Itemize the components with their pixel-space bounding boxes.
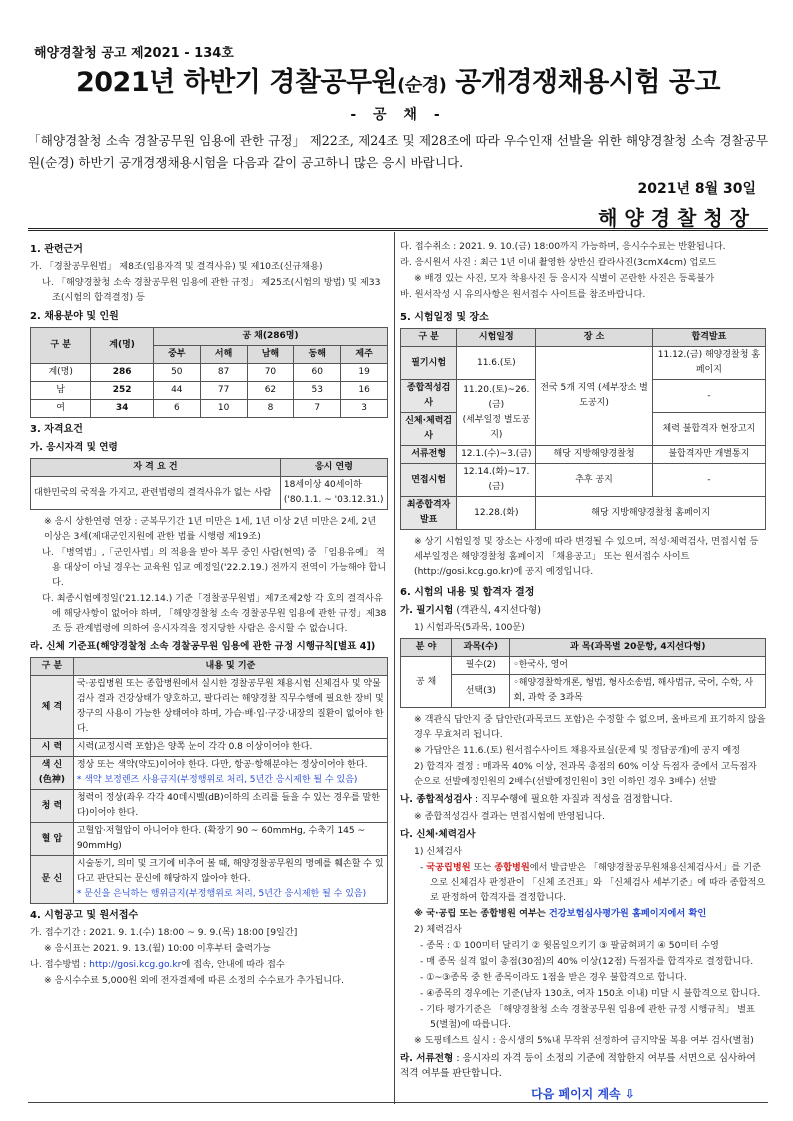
title-main: 2021년 하반기 경찰공무원: [75, 67, 398, 98]
section-3-da: 다. 최종시험예정일('21.12.14.) 기준「경찰공무원법」제7조제2항 각 호의 결격사유에 해당사항이 없어야 하며, 「해양경찰청 소속 경찰공무원 임용에 관한 규정」제38조 등 관계법령에 의하여 응시자격을 정지당한 사람은 응시할 수 없습니다.: [42, 593, 387, 634]
doping-note: ※ 도핑테스트 실시 : 응시생의 5%내 무작위 선정하여 금지약물 복용 여부 검사(별첨): [414, 1035, 754, 1046]
hospital-warning: [400, 906, 766, 921]
row-label: 문 신: [31, 856, 74, 904]
written-note-1: ※ 객관식 답안지 중 답안란(과목코드 포함)은 수정할 수 없으며, 올바르게 표기하지 않을 경우 무효처리 됩니다.: [414, 714, 766, 740]
notice-page: [28, 42, 768, 1102]
eligibility-table: [30, 458, 388, 510]
title-end: 공개경쟁채용시험 공고: [446, 67, 721, 98]
table-row: [31, 856, 388, 904]
table-row: [401, 657, 766, 675]
table-row: [31, 382, 388, 400]
cell: 추후 공지: [536, 464, 652, 497]
document-text: : 응시자의 자격 등이 소정의 기준에 적합한지 여부를 서면으로 심사하여 적격 여부를 판단합니다.: [400, 1053, 756, 1079]
row-total: 34: [91, 400, 154, 418]
agency-name: 해양경찰청장: [598, 206, 756, 230]
cell: 10: [200, 400, 247, 418]
cell: 해당 지방해양경찰청: [536, 446, 652, 464]
cell: 16: [341, 382, 388, 400]
section-4-d: 라. 응시원서 사진 : 최근 1년 이내 촬영한 상반신 칼라사진(3cmX4cm) 업로드: [400, 257, 717, 268]
table-row: [31, 823, 388, 856]
cell: 19: [341, 364, 388, 382]
cell: 60: [294, 364, 341, 382]
row-text: [73, 757, 387, 790]
schedule-note: ※ 상기 시험일정 및 장소는 사정에 따라 변경될 수 있으며, 적성·체력검사, 면접시험 등 세부일정은 해양경찰청 홈페이지 「채용공고」 또는 원서접수 사이트(http://gosi.kcg.go.kr)에 공지 예정입니다.: [414, 536, 759, 577]
cell: 3: [341, 400, 388, 418]
cell: 해당 지방해양경찰청 홈페이지: [536, 497, 766, 530]
cell: 53: [294, 382, 341, 400]
header-rule: [28, 228, 768, 231]
recruitment-table: [30, 327, 388, 418]
cell: 77: [200, 382, 247, 400]
row-label: 종합적성검사: [401, 380, 457, 413]
row-label: 청 력: [31, 790, 74, 823]
subjects-heading: 1) 시험과목(5과목, 100문): [414, 622, 525, 633]
written-suffix: (객관식, 4지선다형): [453, 605, 541, 616]
cell: 전국 5개 지역 (세부장소 별도공지): [536, 347, 652, 446]
table-row: [401, 497, 766, 530]
document-title: 라. 서류전형: [400, 1053, 454, 1064]
row-label: 남: [31, 382, 91, 400]
intro-text: 「해양경찰청 소속 경찰공무원 임용에 관한 규정」 제22조, 제24조 및 제28조에 따라 우수인재 선발을 위한 해양경찰청 소속 경찰공무원(순경) 하반기 공개경쟁채용시험을 다음과 같이 공고하니 많은 응시 바랍니다.: [28, 133, 768, 170]
aptitude-text: : 직무수행에 필요한 자질과 적성을 검정합니다.: [471, 794, 673, 805]
cell: 11.6.(토): [457, 347, 536, 380]
table-row: [31, 676, 388, 739]
section-1-title: 1. 관련근거: [30, 244, 83, 255]
title-rank: (순경): [397, 75, 447, 96]
cell: 62: [247, 382, 294, 400]
th-region: 서해: [200, 346, 247, 364]
table-row: [31, 739, 388, 757]
table-row: [31, 400, 388, 418]
cell: 필수(2): [452, 657, 510, 675]
table-row: [31, 364, 388, 382]
notice-number: 해양경찰청 공고 제2021 - 134호: [34, 46, 234, 61]
cell: -: [652, 380, 765, 413]
cell: 선택(3): [452, 675, 510, 708]
aptitude-note: ※ 종합적성검사 결과는 면접시험에 반영됩니다.: [414, 811, 605, 822]
cell: 44: [153, 382, 200, 400]
table-row: [401, 464, 766, 497]
medical-heading: 1) 신체검사: [414, 846, 462, 857]
row-label: 최종합격자발표: [401, 497, 457, 530]
table-row: [401, 675, 766, 708]
cell: ◦한국사, 영어: [510, 657, 766, 675]
subjects-table: [400, 638, 766, 708]
cell: 8: [247, 400, 294, 418]
row-text: 국·공립병원 또는 종합병원에서 실시한 경찰공무원 채용시험 신체검사 및 약물검사 결과 건강상태가 양호하고, 팔다리는 해양경찰 직무수행에 필요한 장비 및 장구의 사용이 가능한 상태여야 하며, 가슴·배·입·구강·내장의 질환이 없어야 한다.: [73, 676, 387, 739]
section-6-na: [400, 792, 766, 807]
medical-public: 국공립병원: [426, 862, 471, 873]
section-4-title: 4. 시험공고 및 원서접수: [30, 910, 139, 921]
row-text: 시력(교정시력 포함)은 양쪽 눈이 각각 0.8 이상이어야 한다.: [73, 739, 387, 757]
cell: 12.14.(화)~17.(금): [457, 464, 536, 497]
th-region: 동해: [294, 346, 341, 364]
age-note: ※ 응시 상한연령 연장 : 군복무기간 1년 미만은 1세, 1년 이상 2년 미만은 2세, 2년 이상은 3세(제대군인지원에 관한 법률 시행령 제19조): [44, 516, 377, 542]
th-field: 분 야: [401, 639, 452, 657]
section-3-na: 나. 「병역법」,「군인사법」의 적용을 받아 복무 중인 사람(현역) 중 「임용유예」 적용 대상이 아닐 경우는 교육원 입교 예정일('22.2.19.) 전까지 전역이 가능해야 합니다.: [42, 547, 387, 588]
row-total: 252: [91, 382, 154, 400]
row-label: 신체·체력검사: [401, 413, 457, 446]
table-row: [31, 790, 388, 823]
row-text: [73, 856, 387, 904]
cell: 12.1.(수)~3.(금): [457, 446, 536, 464]
row-text: 고혈압·저혈압이 아니어야 한다. (확장기 90 ~ 60mmHg, 수축기 145 ~ 90mmHg): [73, 823, 387, 856]
row-label: 시 력: [31, 739, 74, 757]
th-total: 계(명): [91, 328, 154, 364]
row-text-main: 정상 또는 색약(약도)이어야 한다. 다만, 항공·항해분야는 정상이어야 한다.: [76, 760, 368, 770]
cell: 불합격자만 개별통지: [652, 446, 765, 464]
medical-pre: -: [420, 862, 427, 873]
right-column: [400, 238, 766, 1102]
cell: 6: [153, 400, 200, 418]
table-row: [401, 446, 766, 464]
pass-criteria: 2) 합격자 결정 : 매과목 40% 이상, 전과목 총점의 60% 이상 득점자 중에서 고득점자 순으로 선발예정인원의 2배수(선발예정인원이 3인 이하인 경우 3배수) 선발: [414, 761, 757, 787]
aptitude-title: 나. 종합적성검사: [400, 794, 472, 805]
fitness-fail-1: - ①~③종목 중 한 종목이라도 1점을 받은 경우 불합격으로 합니다.: [420, 972, 687, 983]
row-label: 필기시험: [401, 347, 457, 380]
section-3-ra-title: 라. 신체 기준표(해양경찰청 소속 경찰공무원 임용에 관한 규정 시행규칙[별표 4]): [30, 641, 376, 652]
section-4-c: 다. 접수취소 : 2021. 9. 10.(금) 18:00까지 가능하며, 응시수수료는 반환됩니다.: [400, 241, 726, 252]
cell: 공 채: [401, 657, 452, 708]
section-4-e: 바. 원서작성 시 유의사항은 원서접수 사이트를 참조바랍니다.: [400, 289, 646, 300]
section-4-a: 가. 접수기간 : 2021. 9. 1.(수) 18:00 ~ 9. 9.(목) 18:00 [9일간]: [30, 927, 298, 938]
requirement-cell: 대한민국의 국적을 가지고, 관련법령의 결격사유가 없는 사람: [31, 477, 281, 510]
row-label: 혈 압: [31, 823, 74, 856]
section-1-a: 가. 「경찰공무원법」 제8조(임용자격 및 결격사유) 및 제10조(신규채용): [30, 261, 323, 272]
cell: 체력 불합격자 현장고지: [652, 413, 765, 446]
row-note: * 문신을 은닉하는 행위금지(부정행위로 처리, 5년간 응시제한 될 수 있음): [76, 889, 367, 899]
hospital-warning-text: ※ 국·공립 또는 종합병원 여부는: [414, 908, 549, 919]
section-1-b: 나. 「해양경찰청 소속 경찰공무원 임용에 관한 규정」 제25조(시험의 방법) 및 제33조(시험의 합격결정) 등: [42, 277, 381, 303]
fitness-pass: - 매 종목 실격 없이 총점(30점)의 40% 이상(12점) 득점자를 합격자로 결정합니다.: [420, 956, 754, 967]
fitness-heading: 2) 체력검사: [414, 924, 462, 935]
th-gubun: 구 분: [31, 328, 91, 364]
th-result: 합격발표: [652, 329, 765, 347]
th-age: 응시 연령: [280, 459, 387, 477]
row-label: 색 신 (色神): [31, 757, 74, 790]
section-6-ga-title: [400, 603, 766, 618]
section-5-title: 5. 시험일정 및 장소: [400, 312, 489, 323]
row-label: 여: [31, 400, 91, 418]
cell: ◦해양경찰학개론, 형법, 형사소송법, 해사법규, 국어, 수학, 사회, 과학 중 3과목: [510, 675, 766, 708]
written-note-2: ※ 가답안은 11.6.(토) 원서접수사이트 채용자료실(문제 및 정답공개)에 공지 예정: [414, 745, 741, 756]
next-page-notice: 다음 페이지 계속 ⇩: [531, 1087, 635, 1101]
th-gubun: 구 분: [401, 329, 457, 347]
section-4-d-note: ※ 배경 있는 사진, 모자 착용사진 등 응시자 식별이 곤란한 사진은 등록불가: [414, 273, 715, 284]
section-4-b-post: 에 접속, 안내에 따라 접수: [181, 959, 285, 970]
row-note: * 색약 보정렌즈 사용금지(부정행위로 처리, 5년간 응시제한 될 수 있음): [76, 775, 358, 785]
application-link[interactable]: http://gosi.kcg.go.kr: [89, 959, 182, 970]
cell-note: (세부일정 별도공지): [462, 414, 530, 440]
cell: 50: [153, 364, 200, 382]
column-divider: [394, 232, 395, 1104]
th-place: 장 소: [536, 329, 652, 347]
table-row: [401, 347, 766, 380]
cell: 7: [294, 400, 341, 418]
th-detail: 과 목(과목별 20문항, 4지선다형): [510, 639, 766, 657]
row-total: 286: [91, 364, 154, 382]
section-2-title: 2. 채용분야 및 인원: [30, 311, 119, 322]
cell: 11.12.(금) 해양경찰청 홈페이지: [652, 347, 765, 380]
written-title: 가. 필기시험: [400, 605, 454, 616]
notice-date: 2021년 8월 30일: [637, 181, 756, 197]
th-date: 시험일정: [457, 329, 536, 347]
cell: 12.28.(화): [457, 497, 536, 530]
section-6-ra: [400, 1051, 766, 1081]
cell: -: [652, 464, 765, 497]
row-label: 계(명): [31, 364, 91, 382]
cell: [457, 380, 536, 446]
page-title: [28, 60, 768, 99]
table-row: [31, 757, 388, 790]
schedule-table: [400, 328, 766, 530]
section-4-b-note: ※ 응시수수료 5,000원 외에 전자결제에 따른 소정의 수수료가 추가됩니다.: [44, 975, 344, 986]
row-label: 서류전형: [401, 446, 457, 464]
th-region: 남해: [247, 346, 294, 364]
cell: 70: [247, 364, 294, 382]
th-region: 중부: [153, 346, 200, 364]
row-text-main: 시술동기, 의미 및 크기에 비추어 볼 때, 해양경찰공무원의 명예를 훼손할 수 있다고 판단되는 문신에 해당하지 않아야 한다.: [76, 859, 384, 884]
th-div: 구 분: [31, 658, 74, 676]
row-text: 청력이 정상(좌우 각각 40데시벨(dB)이하의 소리를 들을 수 있는 경우를 말한다)이어야 한다.: [73, 790, 387, 823]
cell-date: 11.20.(토)~26.(금): [463, 384, 530, 410]
th-subj: 과목(수): [452, 639, 510, 657]
medical-text: [400, 860, 766, 905]
medical-general: 종합병원: [494, 862, 530, 873]
fitness-fail-2: - ④종목의 경우에는 기준(남자 130초, 여자 150초 이내) 미달 시 불합격으로 합니다.: [420, 988, 761, 999]
medical-post: 에서 발급받은 「해양경찰공무원채용신체검사서」를 기준으로 신체검사 판정관이 「신체 조건표」와 「신체검사 세부기준」에 따라 종합적으로 판정하여 합격자를 결정합니다.: [430, 862, 766, 903]
section-6-title: 6. 시험의 내용 및 합격자 결정: [400, 587, 535, 598]
section-3-ga-title: 가. 응시자격 및 연령: [30, 442, 118, 453]
row-label: 체 격: [31, 676, 74, 739]
section-6-da-title: 다. 신체·체력검사: [400, 829, 476, 840]
th-requirement: 자 격 요 건: [31, 459, 281, 477]
fitness-other: - 기타 평가기준은 「해양경찰청 소속 경찰공무원 임용에 관한 규정 시행규칙」 별표5(별첨)에 따릅니다.: [420, 1004, 755, 1030]
section-4-b-pre: 나. 접수방법 :: [30, 959, 90, 970]
hospital-warning-link: 건강보험심사평가원 홈페이지에서 확인: [548, 908, 707, 919]
section-4-b: [30, 957, 388, 972]
th-group: 공 채(286명): [153, 328, 387, 346]
fitness-events: - 종목 : ① 100미터 달리기 ② 윗몸일으키기 ③ 팔굽혀펴기 ④ 50미터 수영: [420, 940, 719, 951]
bottom-rule: [28, 1102, 768, 1103]
section-4-a-note: ※ 응시표는 2021. 9. 13.(월) 10:00 이후부터 출력가능: [44, 943, 271, 954]
left-column: [30, 238, 388, 989]
cell: 87: [200, 364, 247, 382]
th-content: 내용 및 기준: [73, 658, 387, 676]
section-3-title: 3. 자격요건: [30, 424, 83, 435]
row-label: 면접시험: [401, 464, 457, 497]
medical-mid: 또는: [470, 862, 495, 873]
subtitle: - 공 채 -: [350, 107, 446, 123]
th-region: 제주: [341, 346, 388, 364]
age-cell: 18세이상 40세이하 ('80.1.1. ~ '03.12.31.): [280, 477, 387, 510]
body-standard-table: [30, 657, 388, 904]
